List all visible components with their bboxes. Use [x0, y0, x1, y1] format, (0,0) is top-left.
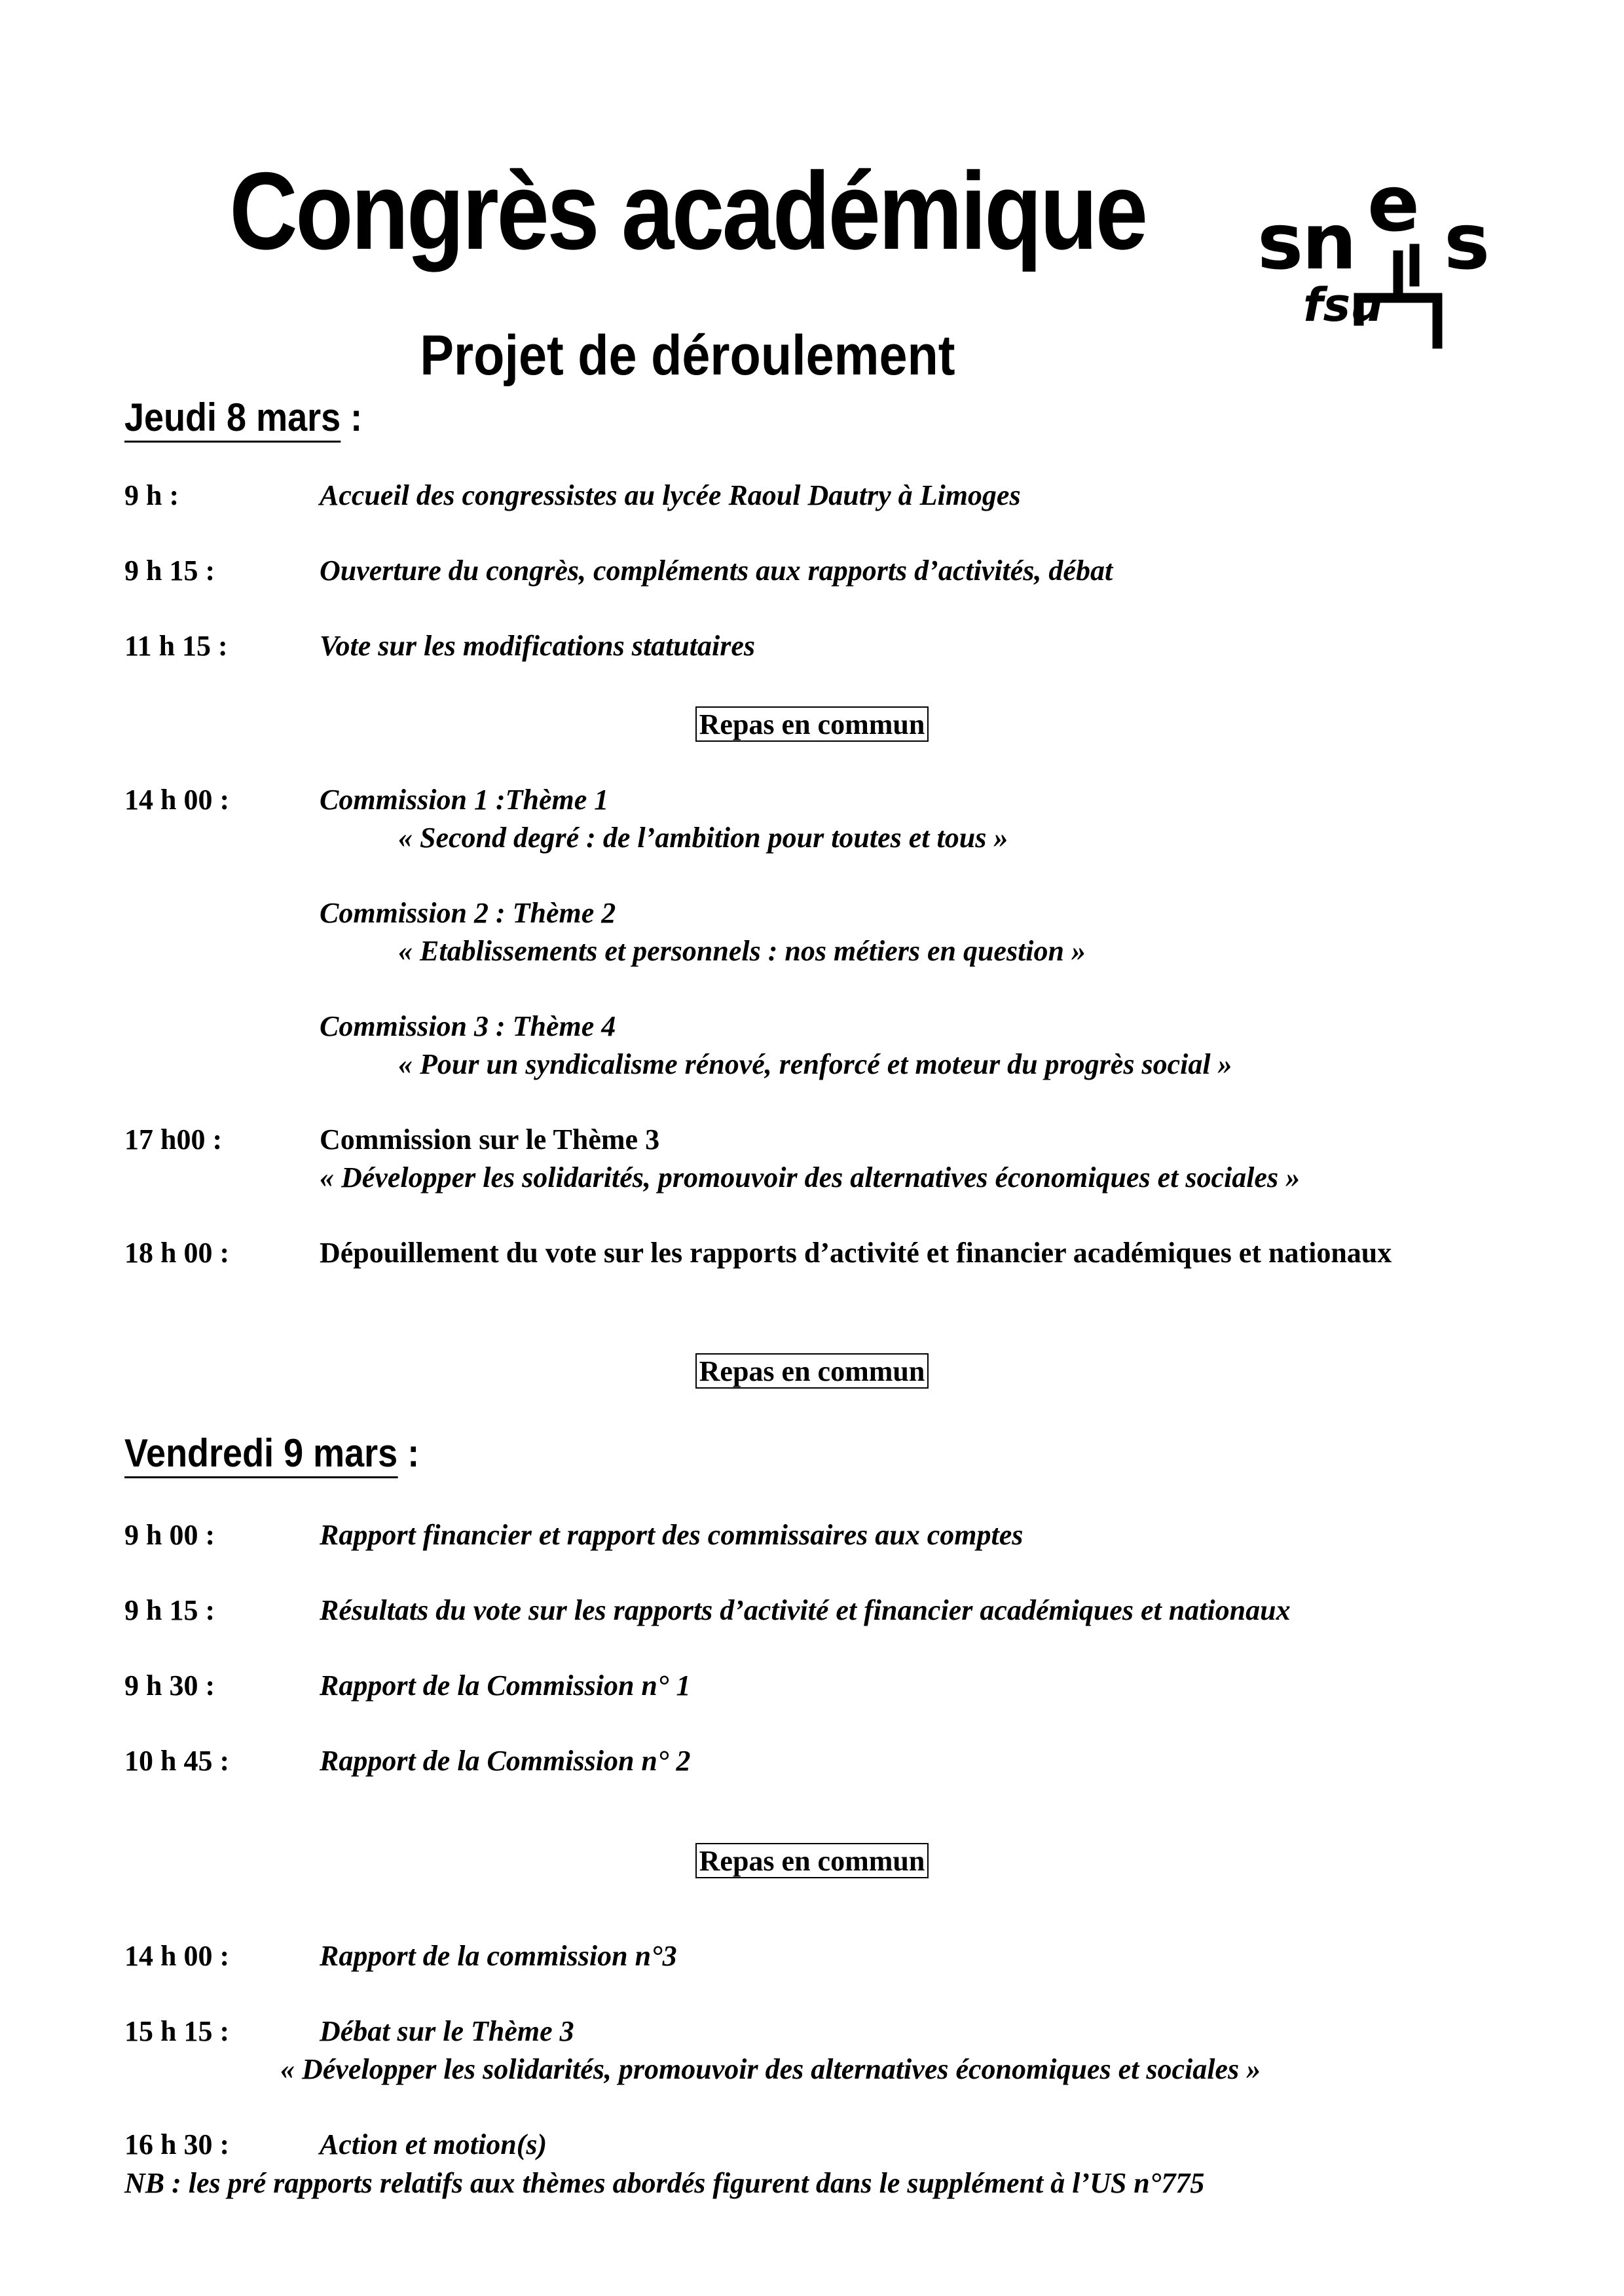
footer-note: NB : les pré rapports relatifs aux thèmes abordés figurent dans le supplément à l’US n°775	[124, 2167, 1205, 2199]
meal-break: Repas en commun	[0, 706, 1624, 742]
logo-text-s1: s	[1257, 196, 1299, 287]
logo-text-n: n	[1302, 196, 1352, 287]
logo-text-fsu: fsu	[1303, 278, 1383, 332]
logo-text-e: e	[1367, 183, 1420, 249]
logo-text-s2: s	[1444, 196, 1490, 287]
meal-break: Repas en commun	[0, 1843, 1624, 1878]
page-title: Congrès académique	[229, 149, 1146, 272]
meal-break: Repas en commun	[0, 1353, 1624, 1389]
day-heading-jeudi: Jeudi 8 mars :	[124, 398, 362, 437]
page-subtitle: Projet de déroulement	[420, 324, 955, 387]
day-heading-vendredi: Vendredi 9 mars :	[124, 1434, 419, 1473]
